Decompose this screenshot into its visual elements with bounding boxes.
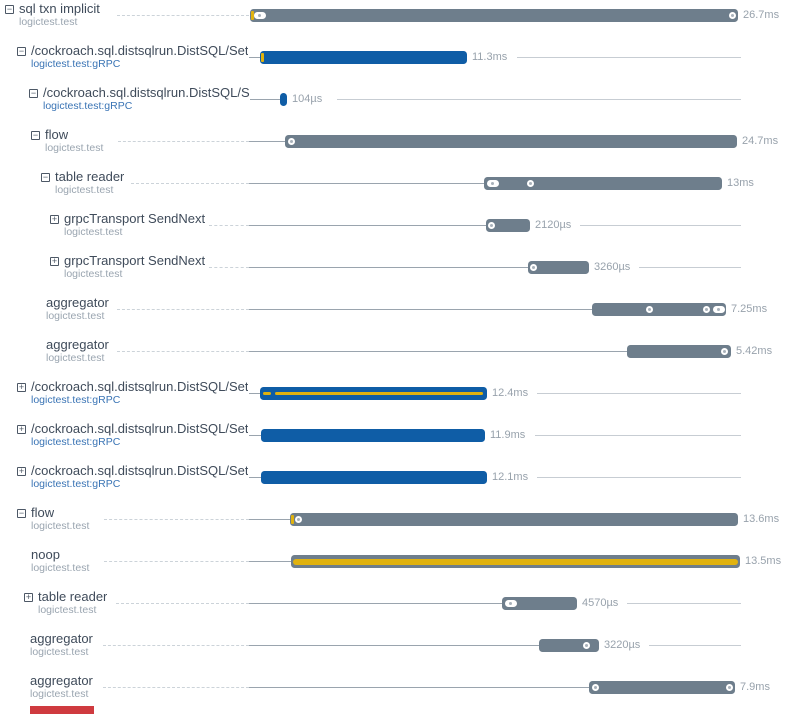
duration-label: 5.42ms xyxy=(736,345,773,357)
trace-row xyxy=(0,465,786,507)
span-title: flow xyxy=(45,128,69,142)
span-bar[interactable] xyxy=(592,303,726,316)
expand-icon[interactable]: + xyxy=(18,466,25,476)
timeline-line-after xyxy=(337,99,741,100)
trace-row xyxy=(0,129,786,171)
span-title: grpcTransport SendNext xyxy=(64,212,206,226)
span-subtitle: logictest.test xyxy=(46,310,105,322)
event-marker-pill xyxy=(254,12,266,19)
leader-dashed-line xyxy=(103,645,249,646)
span-title: sql txn implicit xyxy=(19,2,100,16)
red-annotation-box xyxy=(30,706,94,714)
collapse-icon[interactable]: − xyxy=(6,4,13,14)
span-title: /cockroach.sql.distsqlrun.DistSQL/Set xyxy=(31,464,249,478)
leader-dashed-line xyxy=(131,183,249,184)
span-bar[interactable] xyxy=(502,597,577,610)
yellow-stripe xyxy=(263,392,271,395)
timeline-line-before xyxy=(249,435,261,436)
expand-icon[interactable]: + xyxy=(18,424,25,434)
timeline-line-before xyxy=(249,183,484,184)
span-bar[interactable] xyxy=(528,261,589,274)
duration-label: 7.25ms xyxy=(731,303,768,315)
timeline-line-before xyxy=(249,393,260,394)
duration-label: 24.7ms xyxy=(742,135,779,147)
span-title: aggregator xyxy=(46,296,109,310)
span-subtitle: logictest.test xyxy=(46,352,105,364)
span-title: /cockroach.sql.distsqlrun.DistSQL/Set xyxy=(31,422,249,436)
leader-dashed-line xyxy=(117,15,249,16)
span-subtitle: logictest.test xyxy=(64,268,123,280)
duration-label: 13.5ms xyxy=(745,555,782,567)
span-subtitle: logictest.test xyxy=(31,562,90,574)
event-marker-dot xyxy=(488,222,495,229)
duration-label: 12.1ms xyxy=(492,471,529,483)
span-bar[interactable] xyxy=(589,681,735,694)
timeline-line-before xyxy=(249,351,627,352)
event-marker-dot xyxy=(721,348,728,355)
event-marker-dot xyxy=(703,306,710,313)
expand-icon[interactable]: + xyxy=(51,214,58,224)
duration-label: 13.6ms xyxy=(743,513,780,525)
duration-label: 13ms xyxy=(727,177,754,189)
span-subtitle: logictest.test:gRPC xyxy=(31,478,121,490)
trace-row xyxy=(0,87,786,129)
span-bar[interactable] xyxy=(486,219,530,232)
span-title: aggregator xyxy=(30,674,93,688)
expand-icon[interactable]: + xyxy=(51,256,58,266)
span-title: aggregator xyxy=(46,338,109,352)
leader-dashed-line xyxy=(104,519,249,520)
span-bar[interactable] xyxy=(285,135,737,148)
span-subtitle: logictest.test xyxy=(45,142,104,154)
duration-label: 11.9ms xyxy=(490,429,526,441)
span-subtitle: logictest.test xyxy=(19,16,78,28)
span-title: /cockroach.sql.distsqlrun.DistSQL/S xyxy=(43,86,250,100)
duration-label: 12.4ms xyxy=(492,387,529,399)
trace-row xyxy=(0,339,786,381)
event-marker-dot xyxy=(295,516,302,523)
timeline-line-before xyxy=(249,99,280,100)
duration-label: 7.9ms xyxy=(740,681,770,693)
span-bar[interactable] xyxy=(260,51,467,64)
timeline-line-before xyxy=(249,225,486,226)
span-title: /cockroach.sql.distsqlrun.DistSQL/Set xyxy=(31,380,249,394)
warning-tick xyxy=(261,53,264,62)
leader-dashed-line xyxy=(103,687,249,688)
timeline-line-after xyxy=(627,603,741,604)
collapse-icon[interactable]: − xyxy=(30,88,37,98)
event-marker-dot xyxy=(729,12,736,19)
trace-row xyxy=(0,507,786,549)
span-bar[interactable] xyxy=(260,387,487,400)
span-subtitle: logictest.test xyxy=(64,226,123,238)
span-subtitle: logictest.test:gRPC xyxy=(31,394,121,406)
span-bar[interactable] xyxy=(539,639,599,652)
duration-label: 11.3ms xyxy=(472,51,508,63)
span-subtitle: logictest.test xyxy=(55,184,114,196)
warning-tick xyxy=(291,515,294,524)
span-title: table reader xyxy=(38,590,108,604)
timeline-line-after xyxy=(639,267,741,268)
trace-row xyxy=(0,675,786,717)
event-marker-dot xyxy=(288,138,295,145)
span-bar[interactable] xyxy=(484,177,722,190)
leader-dashed-line xyxy=(209,267,249,268)
expand-icon[interactable]: + xyxy=(18,382,25,392)
span-bar[interactable] xyxy=(291,555,740,568)
timeline-line-after xyxy=(537,393,741,394)
leader-dashed-line xyxy=(104,561,249,562)
trace-row xyxy=(0,549,786,591)
timeline-line-after xyxy=(535,435,741,436)
duration-label: 104µs xyxy=(292,93,323,105)
span-bar[interactable] xyxy=(250,9,738,22)
span-title: table reader xyxy=(55,170,125,184)
timeline-line-before xyxy=(249,267,528,268)
trace-row xyxy=(0,213,786,255)
collapse-icon[interactable]: − xyxy=(32,130,39,140)
timeline-line-after xyxy=(649,645,741,646)
trace-row xyxy=(0,423,786,465)
event-marker-dot xyxy=(530,264,537,271)
span-bar[interactable] xyxy=(261,429,485,442)
event-marker-dot xyxy=(726,684,733,691)
span-title: grpcTransport SendNext xyxy=(64,254,206,268)
duration-label: 3220µs xyxy=(604,639,641,651)
span-bar[interactable] xyxy=(627,345,731,358)
trace-row xyxy=(0,381,786,423)
event-marker-dot xyxy=(583,642,590,649)
yellow-stripe xyxy=(293,559,738,565)
collapse-icon[interactable]: − xyxy=(18,508,25,518)
span-title: aggregator xyxy=(30,632,93,646)
duration-label: 26.7ms xyxy=(743,9,780,21)
duration-label: 3260µs xyxy=(594,261,631,273)
span-subtitle: logictest.test:gRPC xyxy=(31,436,121,448)
timeline-line-before xyxy=(249,57,260,58)
span-subtitle: logictest.test xyxy=(31,520,90,532)
span-subtitle: logictest.test xyxy=(30,688,89,700)
leader-dashed-line xyxy=(118,141,249,142)
trace-row xyxy=(0,255,786,297)
span-title: flow xyxy=(31,506,55,520)
timeline-line-before xyxy=(249,309,592,310)
span-subtitle: logictest.test:gRPC xyxy=(31,58,121,70)
span-subtitle: logictest.test xyxy=(38,604,97,616)
span-bar[interactable] xyxy=(290,513,738,526)
event-marker-dot xyxy=(527,180,534,187)
span-subtitle: logictest.test:gRPC xyxy=(43,100,133,112)
span-bar[interactable] xyxy=(280,93,287,106)
event-marker-dot xyxy=(592,684,599,691)
timeline-line-before xyxy=(249,519,290,520)
leader-dashed-line xyxy=(117,309,249,310)
collapse-icon[interactable]: − xyxy=(42,172,49,182)
duration-label: 2120µs xyxy=(535,219,572,231)
duration-label: 4570µs xyxy=(582,597,619,609)
event-marker-pill xyxy=(713,306,725,313)
leader-dashed-line xyxy=(116,603,249,604)
event-marker-dot xyxy=(646,306,653,313)
timeline-line-after xyxy=(537,477,741,478)
yellow-stripe xyxy=(275,392,483,395)
trace-row xyxy=(0,591,786,633)
span-title: /cockroach.sql.distsqlrun.DistSQL/Set xyxy=(31,44,249,58)
span-title: noop xyxy=(31,548,60,562)
timeline-line-before xyxy=(249,141,285,142)
timeline-line-after xyxy=(517,57,741,58)
trace-row xyxy=(0,633,786,675)
collapse-icon[interactable]: − xyxy=(18,46,25,56)
event-marker-pill xyxy=(505,600,517,607)
span-subtitle: logictest.test xyxy=(30,646,89,658)
expand-icon[interactable]: + xyxy=(25,592,32,602)
timeline-line-before xyxy=(249,645,539,646)
leader-dashed-line xyxy=(117,351,249,352)
leader-dashed-line xyxy=(209,225,249,226)
span-bar[interactable] xyxy=(261,471,487,484)
timeline-line-after xyxy=(580,225,741,226)
trace-row xyxy=(0,171,786,213)
timeline-line-before xyxy=(249,561,291,562)
trace-row xyxy=(0,297,786,339)
event-marker-pill xyxy=(487,180,499,187)
timeline-line-before xyxy=(249,603,502,604)
trace-row xyxy=(0,45,786,87)
timeline-line-before xyxy=(249,477,261,478)
trace-row xyxy=(0,3,786,45)
timeline-line-before xyxy=(249,687,589,688)
